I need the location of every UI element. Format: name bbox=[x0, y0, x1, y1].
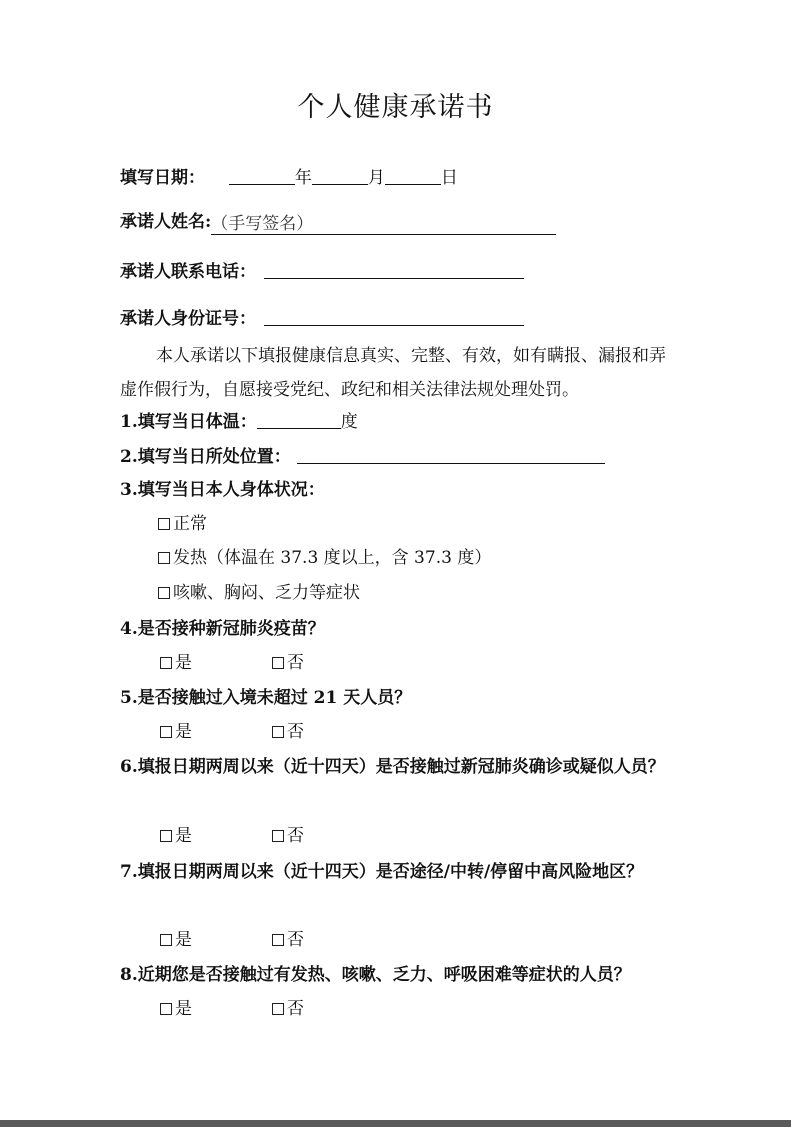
day-blank[interactable] bbox=[385, 164, 441, 185]
checkbox[interactable] bbox=[160, 830, 172, 842]
option-text: 正常 bbox=[173, 514, 207, 534]
q5-yes[interactable] bbox=[160, 720, 192, 744]
no-text: 否 bbox=[287, 930, 304, 950]
year-label: 年 bbox=[294, 168, 312, 188]
date-label: 填写日期： bbox=[120, 168, 205, 188]
q2-label: 2.填写当日所处位置： bbox=[120, 447, 291, 467]
yes-text: 是 bbox=[175, 999, 192, 1019]
checkbox[interactable] bbox=[160, 934, 172, 946]
name-label: 承诺人姓名: bbox=[120, 212, 212, 232]
checkbox[interactable] bbox=[272, 934, 284, 946]
name-row bbox=[120, 210, 556, 235]
checkbox[interactable] bbox=[158, 587, 170, 599]
phone-blank[interactable] bbox=[264, 258, 524, 279]
q4-label: 4.是否接种新冠肺炎疫苗？ bbox=[120, 619, 325, 639]
no-text: 否 bbox=[287, 722, 304, 742]
q3-option-fever[interactable] bbox=[158, 546, 491, 570]
q2-row bbox=[120, 443, 605, 469]
id-label: 承诺人身份证号： bbox=[120, 309, 256, 329]
q8-yes[interactable] bbox=[160, 997, 192, 1021]
q6-yes[interactable] bbox=[160, 824, 192, 848]
q6-no[interactable] bbox=[272, 824, 304, 848]
q4-no[interactable] bbox=[272, 651, 304, 675]
q1-label: 1.填写当日体温： bbox=[120, 412, 257, 432]
q1-row bbox=[120, 408, 358, 434]
location-blank[interactable] bbox=[297, 443, 605, 464]
day-label: 日 bbox=[440, 168, 458, 188]
yes-text: 是 bbox=[175, 653, 192, 673]
q5-no[interactable] bbox=[272, 720, 304, 744]
q3-option-cough[interactable] bbox=[158, 581, 360, 605]
phone-row bbox=[120, 258, 524, 284]
checkbox[interactable] bbox=[272, 830, 284, 842]
q1-unit: 度 bbox=[340, 412, 358, 432]
id-row bbox=[120, 305, 524, 331]
option-text: 发热（体温在 37.3 度以上，含 37.3 度） bbox=[173, 548, 492, 568]
document-title: 个人健康承诺书 bbox=[297, 92, 494, 123]
date-row bbox=[120, 164, 458, 190]
checkbox[interactable] bbox=[160, 657, 172, 669]
checkbox[interactable] bbox=[272, 726, 284, 738]
q5-label: 5.是否接触过入境未超过 21 天人员？ bbox=[120, 688, 412, 708]
q4-yes[interactable] bbox=[160, 651, 192, 675]
checkbox[interactable] bbox=[158, 518, 170, 530]
signature-hint: （手写签名） bbox=[211, 214, 314, 234]
yes-text: 是 bbox=[175, 930, 192, 950]
q3-option-normal[interactable] bbox=[158, 512, 207, 536]
no-text: 否 bbox=[287, 653, 304, 673]
year-blank[interactable] bbox=[229, 164, 295, 185]
checkbox[interactable] bbox=[160, 726, 172, 738]
yes-text: 是 bbox=[175, 826, 192, 846]
id-blank[interactable] bbox=[264, 305, 524, 326]
month-blank[interactable] bbox=[312, 164, 368, 185]
yes-text: 是 bbox=[175, 722, 192, 742]
signature-blank[interactable] bbox=[211, 212, 556, 235]
q3-label: 3.填写当日本人身体状况： bbox=[120, 480, 325, 500]
checkbox[interactable] bbox=[158, 552, 170, 564]
month-label: 月 bbox=[367, 168, 385, 188]
q7-label: 7.填报日期两周以来（近十四天）是否途径/中转/停留中高风险地区？ bbox=[120, 862, 644, 882]
statement-paragraph: 本人承诺以下填报健康信息真实、完整、有效，如有瞒报、漏报和弄虚作假行为，自愿接受党纪、政纪和相关法律法规处理处罚。 bbox=[120, 346, 666, 400]
q8-label: 8.近期您是否接触过有发热、咳嗽、乏力、呼吸困难等症状的人员？ bbox=[120, 965, 631, 985]
q7-no[interactable] bbox=[272, 928, 304, 952]
q6-label: 6.填报日期两周以来（近十四天）是否接触过新冠肺炎确诊或疑似人员？ bbox=[120, 757, 665, 777]
temperature-blank[interactable] bbox=[257, 408, 341, 429]
checkbox[interactable] bbox=[160, 1003, 172, 1015]
q7-yes[interactable] bbox=[160, 928, 192, 952]
no-text: 否 bbox=[287, 999, 304, 1019]
window-bottom-bar bbox=[0, 1120, 791, 1127]
no-text: 否 bbox=[287, 826, 304, 846]
phone-label: 承诺人联系电话： bbox=[120, 262, 256, 282]
option-text: 咳嗽、胸闷、乏力等症状 bbox=[173, 583, 360, 603]
checkbox[interactable] bbox=[272, 657, 284, 669]
q8-no[interactable] bbox=[272, 997, 304, 1021]
checkbox[interactable] bbox=[272, 1003, 284, 1015]
